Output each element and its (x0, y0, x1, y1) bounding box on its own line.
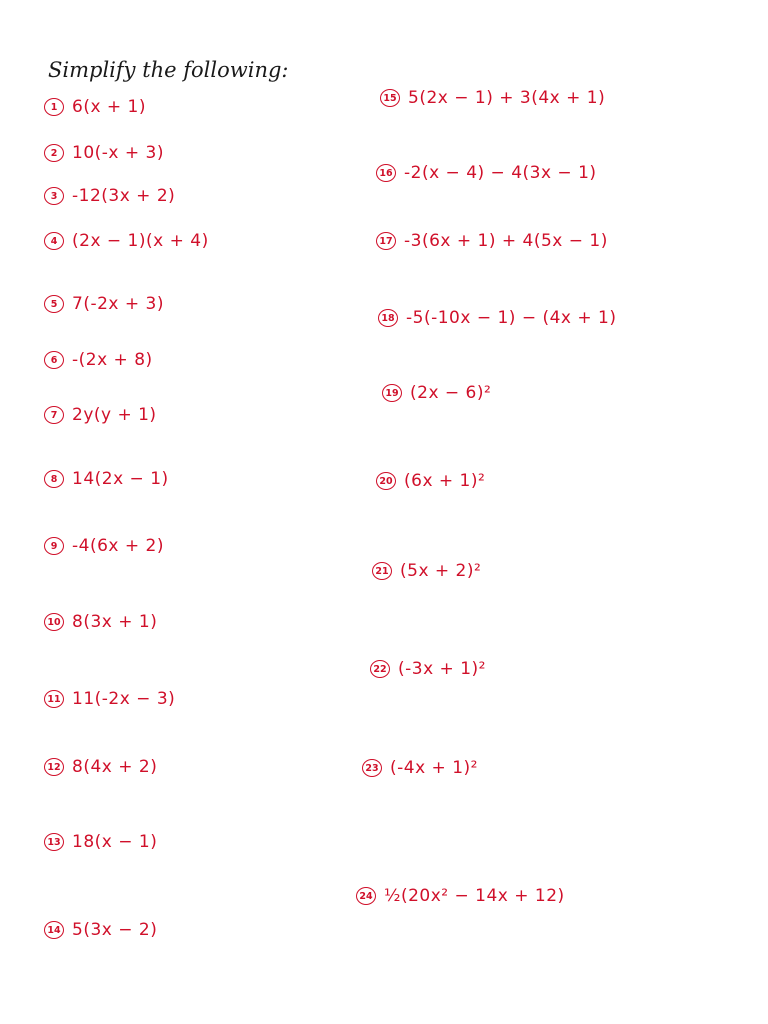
problem-expression: 8(4x + 2) (72, 757, 158, 777)
problem-3 (44, 186, 175, 206)
problem-number: 20 (376, 472, 396, 490)
problem-22 (370, 659, 486, 679)
problem-number: 8 (44, 470, 64, 488)
problem-expression: ½(20x² − 14x + 12) (384, 886, 565, 906)
problem-8 (44, 469, 169, 489)
problem-19 (382, 383, 491, 403)
problem-expression: (2x − 6)² (410, 383, 492, 403)
problem-2 (44, 143, 164, 163)
problem-15 (380, 88, 605, 108)
problem-number: 2 (44, 144, 64, 162)
problem-expression: 2y(y + 1) (72, 405, 157, 425)
problem-number: 5 (44, 295, 64, 313)
problem-expression: (2x − 1)(x + 4) (72, 231, 209, 251)
problem-number: 13 (44, 833, 64, 851)
problem-expression: -2(x − 4) − 4(3x − 1) (404, 163, 597, 183)
problem-number: 18 (378, 309, 398, 327)
problem-expression: -5(-10x − 1) − (4x + 1) (406, 308, 617, 328)
problem-number: 24 (356, 887, 376, 905)
problem-number: 23 (362, 759, 382, 777)
problem-expression: 5(2x − 1) + 3(4x + 1) (408, 88, 606, 108)
problem-expression: -(2x + 8) (72, 350, 153, 370)
problem-number: 7 (44, 406, 64, 424)
problem-number: 6 (44, 351, 64, 369)
problem-number: 11 (44, 690, 64, 708)
problem-expression: (-3x + 1)² (398, 659, 486, 679)
problem-expression: 8(3x + 1) (72, 612, 158, 632)
problem-expression: 14(2x − 1) (72, 469, 169, 489)
problem-number: 21 (372, 562, 392, 580)
worksheet-title: Simplify the following: (48, 58, 289, 82)
problem-9 (44, 536, 164, 556)
problem-number: 16 (376, 164, 396, 182)
problem-1 (44, 97, 146, 117)
problem-18 (378, 308, 616, 328)
problem-5 (44, 294, 164, 314)
problem-expression: 10(-x + 3) (72, 143, 164, 163)
problem-expression: -12(3x + 2) (72, 186, 176, 206)
problem-6 (44, 350, 153, 370)
problem-12 (44, 757, 157, 777)
problem-20 (376, 471, 485, 491)
problem-11 (44, 689, 175, 709)
problem-expression: 6(x + 1) (72, 97, 147, 117)
problem-number: 1 (44, 98, 64, 116)
problem-number: 4 (44, 232, 64, 250)
problem-expression: 5(3x − 2) (72, 920, 158, 940)
problem-number: 15 (380, 89, 400, 107)
problem-number: 10 (44, 613, 64, 631)
problem-4 (44, 231, 209, 251)
problem-number: 9 (44, 537, 64, 555)
problem-number: 3 (44, 187, 64, 205)
problem-number: 19 (382, 384, 402, 402)
problem-24 (356, 886, 565, 906)
problem-number: 22 (370, 660, 390, 678)
problem-7 (44, 405, 157, 425)
problem-expression: -3(6x + 1) + 4(5x − 1) (404, 231, 608, 251)
problem-expression: (-4x + 1)² (390, 758, 478, 778)
problem-number: 14 (44, 921, 64, 939)
problem-14 (44, 920, 157, 940)
problem-expression: 18(x − 1) (72, 832, 158, 852)
problem-number: 12 (44, 758, 64, 776)
problem-17 (376, 231, 608, 251)
problem-expression: (6x + 1)² (404, 471, 486, 491)
problem-10 (44, 612, 157, 632)
problem-expression: (5x + 2)² (400, 561, 482, 581)
problem-number: 17 (376, 232, 396, 250)
problem-23 (362, 758, 478, 778)
problem-21 (372, 561, 481, 581)
problem-expression: 7(-2x + 3) (72, 294, 164, 314)
problem-expression: -4(6x + 2) (72, 536, 164, 556)
problem-expression: 11(-2x − 3) (72, 689, 176, 709)
problem-13 (44, 832, 157, 852)
problem-16 (376, 163, 597, 183)
